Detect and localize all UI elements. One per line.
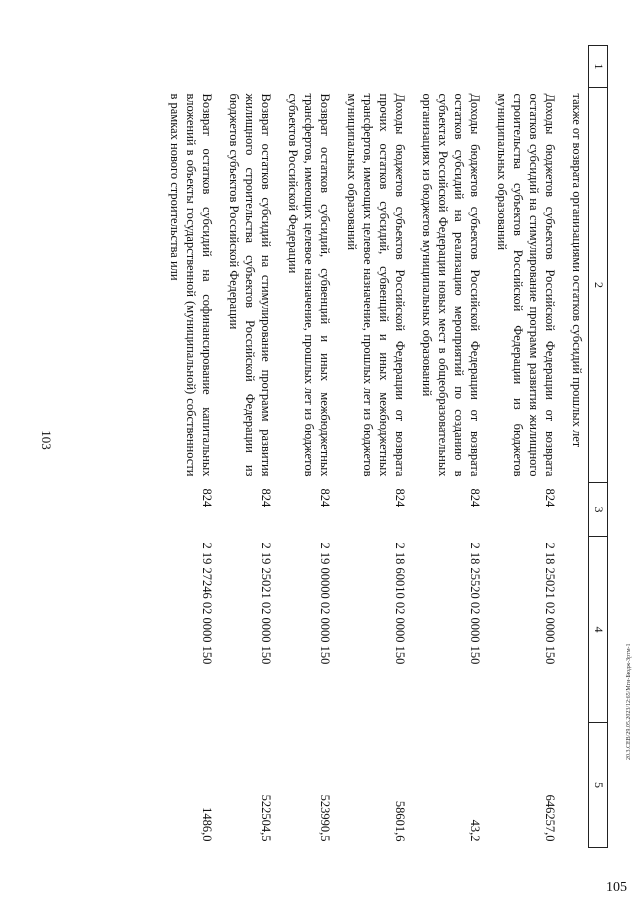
row-spacer <box>218 46 277 88</box>
row-description: Возврат остатков субсидий на стимулирование программ развития жилищного строительства субъектов Российской Федерации из бюджетов субъектов Российской Федерации <box>226 93 273 477</box>
row-spacer <box>411 46 486 88</box>
row-budget-code <box>561 537 589 723</box>
row-amount: 646257,0 <box>542 794 557 842</box>
row-amount: 58601,6 <box>392 800 407 842</box>
table-row <box>159 46 218 848</box>
row-unit-code: 824 <box>258 488 273 508</box>
table-row <box>277 46 336 848</box>
row-amount: 523990,5 <box>317 794 332 842</box>
page-number-bottom: 105 <box>606 880 627 895</box>
row-description: Доходы бюджетов субъектов Российской Федерации от возврата остатков субсидий на стимулирование программ развития жилищного строительства субъектов Российской Федерации из бюджетов муниципальных образований <box>494 93 557 477</box>
row-description: Возврат остатков субсидий на софинансирование капитальных вложений в объекты государственной (муниципальной) собственности в рамках нового строительства или <box>167 93 214 477</box>
table-header-row <box>588 46 607 848</box>
header-col-2: 2 <box>588 88 607 483</box>
row-budget-code: 2 19 27246 02 0000 150 <box>199 542 214 665</box>
table-row <box>411 46 486 848</box>
header-col-4: 4 <box>588 537 607 723</box>
row-budget-code: 2 19 00000 02 0000 150 <box>317 542 332 665</box>
row-spacer <box>336 46 411 88</box>
row-spacer <box>159 46 218 88</box>
budget-revenue-table <box>159 45 608 848</box>
row-unit-code: 824 <box>199 488 214 508</box>
header-col-1: 1 <box>588 46 607 88</box>
table-row <box>561 46 589 848</box>
row-spacer <box>561 46 589 88</box>
table-row <box>486 46 561 848</box>
row-description: Возврат остатков субсидий, субвенций и иных межбюджетных трансфертов, имеющих целевое назначение, прошлых лет из бюджетов субъектов Российской Федерации <box>285 93 332 477</box>
page-number-top: 103 <box>38 430 54 450</box>
row-unit-code: 824 <box>467 488 482 508</box>
table-body <box>159 46 608 848</box>
table-row <box>218 46 277 848</box>
row-budget-code: 2 18 60010 02 0000 150 <box>392 542 407 665</box>
rotated-table-area <box>108 45 608 847</box>
row-description: Доходы бюджетов субъектов Российской Федерации от возврата прочих остатков субсидий, субвенций и иных межбюджетных трансфертов, имеющих целевое назначение, прошлых лет из бюджетов муниципальных образований <box>344 93 407 477</box>
row-unit-code: 824 <box>317 488 332 508</box>
row-budget-code: 2 18 25021 02 0000 150 <box>542 542 557 665</box>
row-unit-code: 824 <box>392 488 407 508</box>
header-col-3: 3 <box>588 483 607 537</box>
row-amount: 43,2 <box>467 819 482 842</box>
row-budget-code: 2 19 25021 02 0000 150 <box>258 542 273 665</box>
row-description: также от возврата организациями остатков субсидий прошлых лет <box>569 93 584 448</box>
row-amount: 522504,5 <box>258 794 273 842</box>
row-spacer <box>277 46 336 88</box>
row-amount <box>561 723 589 848</box>
table-row <box>336 46 411 848</box>
row-budget-code: 2 18 25520 02 0000 150 <box>467 542 482 665</box>
row-description: Доходы бюджетов субъектов Российской Федерации от возврата остатков субсидий на реализацию мероприятий по созданию в субъектах Российской Федерации новых мест в общеобразовательных организациях из бюджетов муниципальных образований <box>419 93 482 477</box>
row-unit-code <box>561 483 589 537</box>
document-stamp: 20.3.СЕВ/29.05.2023/12:65/Мгн-Бюдж-Зртм-1 <box>626 643 632 760</box>
row-spacer <box>486 46 561 88</box>
row-amount: 1486,0 <box>199 807 214 842</box>
row-unit-code: 824 <box>542 488 557 508</box>
header-col-5: 5 <box>588 723 607 848</box>
